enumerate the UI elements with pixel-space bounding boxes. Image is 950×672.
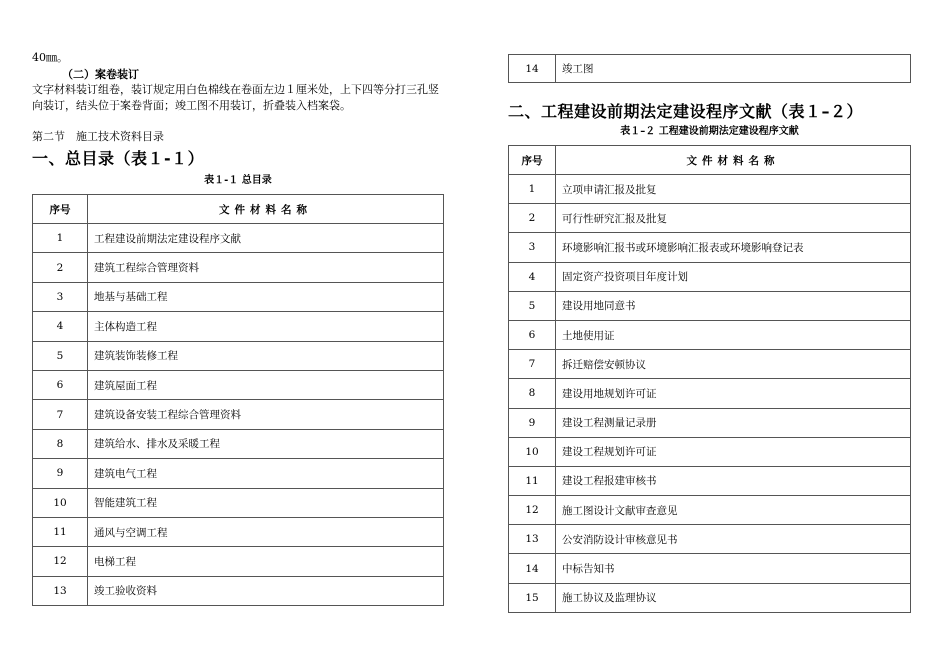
right-column [508,54,911,613]
table-row [509,350,911,379]
row-number: 1 [33,224,88,253]
row-number: 11 [509,466,556,495]
row-name: 建设工程报建审核书 [556,466,911,495]
row-name: 建设工程测量记录册 [556,408,911,437]
header-doc-name: 文件材料名称 [556,146,911,175]
table-row [509,466,911,495]
row-number: 1 [509,175,556,204]
table-row [33,576,444,605]
row-number: 12 [33,547,88,576]
table-row [33,224,444,253]
table-row [509,408,911,437]
table-row [33,341,444,370]
row-name: 建筑装饰装修工程 [88,341,444,370]
row-number: 11 [33,517,88,546]
table-caption: 表１-１ 总目录 [204,175,272,186]
row-name: 建筑屋面工程 [88,370,444,399]
binding-paragraph: 文字材料装订组卷，装订规定用白色棉线在卷面左边１厘米处，上下四等分打三孔竖向装订，结头位于案卷背面；竣工图不用装订，折叠装入档案袋。 [32,83,439,112]
row-number: 7 [509,350,556,379]
row-number: 15 [509,583,556,612]
table-row [509,437,911,466]
row-number: 6 [509,320,556,349]
row-number: 7 [33,400,88,429]
row-name: 施工图设计文献审查意见 [556,496,911,525]
general-catalog-table [32,194,444,606]
row-name: 智能建筑工程 [88,488,444,517]
table-row [509,262,911,291]
row-number: 2 [33,253,88,282]
row-name: 建设工程规划许可证 [556,437,911,466]
row-name: 可行性研究汇报及批复 [556,204,911,233]
row-number: 10 [509,437,556,466]
table-row [509,291,911,320]
row-name: 建筑工程综合管理资料 [88,253,444,282]
table-row [509,204,911,233]
row-number: 13 [509,525,556,554]
row-name: 电梯工程 [88,547,444,576]
row-number: 6 [33,370,88,399]
row-name: 环境影响汇报书或环境影响汇报表或环境影响登记表 [556,233,911,262]
row-name: 建筑设备安装工程综合管理资料 [88,400,444,429]
row-number: 3 [33,282,88,311]
row-number: 13 [33,576,88,605]
row-name: 立项申请汇报及批复 [556,175,911,204]
row-name: 工程建设前期法定建设程序文献 [88,224,444,253]
intro-text-line: 40㎜。 [32,51,68,64]
table-header-row [33,195,444,224]
row-name: 通风与空调工程 [88,517,444,546]
table-row [33,488,444,517]
row-name: 建设用地规划许可证 [556,379,911,408]
table-row [509,320,911,349]
table-row [33,253,444,282]
heading-general-catalog: 一、总目录（表１-１） [32,149,205,168]
header-serial: 序号 [509,146,556,175]
row-number: 3 [509,233,556,262]
row-name: 建筑电气工程 [88,459,444,488]
table-row [33,429,444,458]
row-number: 2 [509,204,556,233]
row-number: 5 [33,341,88,370]
continued-table [508,54,911,83]
row-name: 建筑给水、排水及采暖工程 [88,429,444,458]
table-row [509,496,911,525]
row-name: 主体构造工程 [88,312,444,341]
row-number: 10 [33,488,88,517]
header-doc-name: 文件材料名称 [88,195,444,224]
header-serial: 序号 [33,195,88,224]
row-number: 8 [33,429,88,458]
row-number: 9 [509,408,556,437]
section-title: 第二节 施工技术资料目录 [32,130,164,143]
row-number: 5 [509,291,556,320]
left-column [32,50,444,606]
row-name: 建设用地同意书 [556,291,911,320]
row-number: 14 [509,554,556,583]
table-row [509,525,911,554]
row-name: 竣工图 [556,55,911,83]
subheading: （二）案卷装订 [62,68,139,81]
row-name: 固定资产投资项目年度计划 [556,262,911,291]
row-name: 竣工验收资料 [88,576,444,605]
table-caption: 表１–２ 工程建设前期法定建设程序文献 [620,126,799,137]
table-row [509,554,911,583]
table-row [509,379,911,408]
row-number: 9 [33,459,88,488]
row-name: 公安消防设计审核意见书 [556,525,911,554]
table-row [33,400,444,429]
row-number: 4 [509,262,556,291]
table-row [33,370,444,399]
table-row [33,547,444,576]
row-number: 8 [509,379,556,408]
row-name: 施工协议及监理协议 [556,583,911,612]
table-row [33,517,444,546]
table-row [33,459,444,488]
row-name: 土地使用证 [556,320,911,349]
row-name: 中标告知书 [556,554,911,583]
row-name: 拆迁赔偿安顿协议 [556,350,911,379]
table-row [509,583,911,612]
table-row [509,55,911,83]
table-row [509,175,911,204]
table-row [33,312,444,341]
table-row [33,282,444,311]
table-header-row [509,146,911,175]
table-row [509,233,911,262]
heading-pre-construction: 二、工程建设前期法定建设程序文献（表１–２） [508,102,864,121]
row-number: 12 [509,496,556,525]
row-number: 14 [509,55,556,83]
pre-construction-table [508,145,911,613]
row-number: 4 [33,312,88,341]
row-name: 地基与基础工程 [88,282,444,311]
